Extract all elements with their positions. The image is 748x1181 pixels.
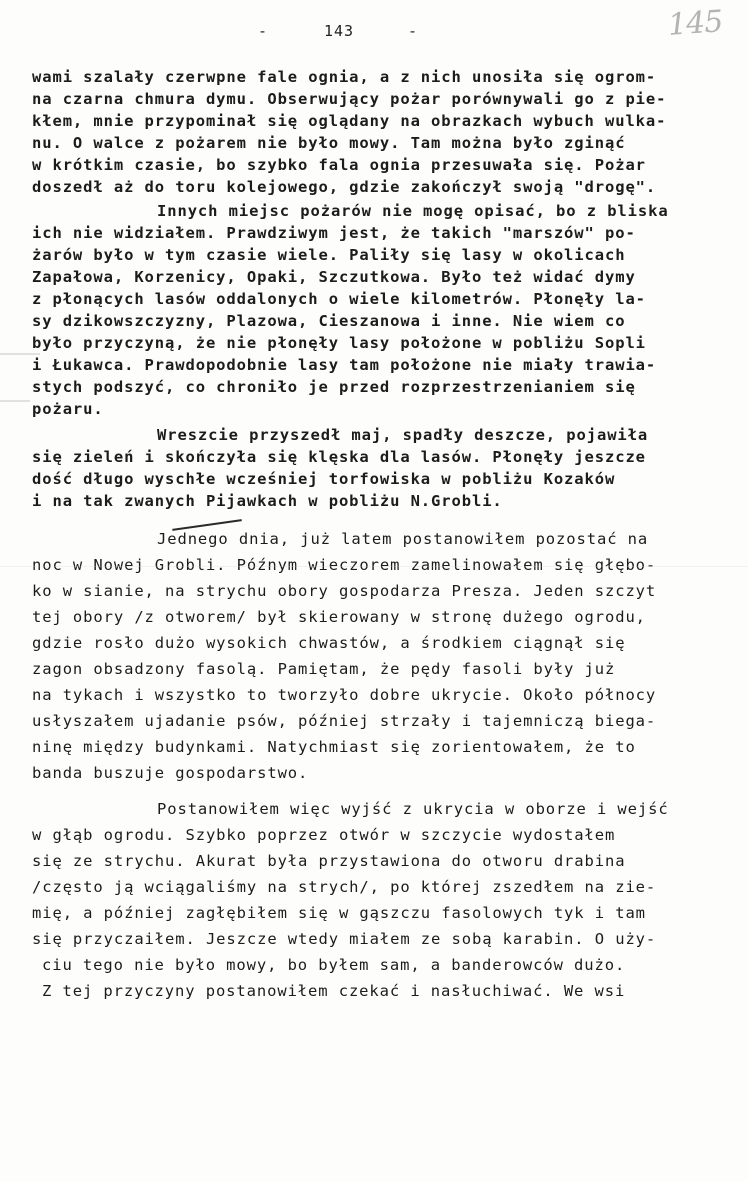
text-line: się zieleń i skończyła się klęska dla lasów. Płonęły jeszcze — [32, 448, 646, 466]
text-line-indented: Postanowiłem więc wyjść z ukrycia w oborze i wejść — [157, 800, 669, 818]
text-line: na tykach i wszystko to tworzyło dobre ukrycie. Około północy — [32, 686, 657, 704]
text-line: i na tak zwanych Pijawkach w pobliżu N.Grobli. — [32, 492, 503, 510]
text-line: żarów było w tym czasie wiele. Paliły się lasy w okolicach — [32, 246, 626, 264]
text-line: pożaru. — [32, 400, 104, 418]
page-header — [258, 22, 428, 48]
text-line: wami szalały czerwpne fale ognia, a z nich unosiła się ogrom- — [32, 68, 657, 86]
text-line: banda buszuje gospodarstwo. — [32, 764, 309, 782]
text-line: z płonących lasów oddalonych o wiele kilometrów. Płonęły la- — [32, 290, 646, 308]
scan-smudge — [0, 566, 748, 567]
text-line-indented: Innych miejsc pożarów nie mogę opisać, bo z bliska — [157, 202, 669, 220]
text-line-indented: Wreszcie przyszedł maj, spadły deszcze, pojawiła — [157, 426, 649, 444]
text-line: ciu tego nie było mowy, bo byłem sam, a banderowców dużo. — [42, 956, 626, 974]
header-dash-left: - — [258, 22, 268, 40]
text-line: w głąb ogrodu. Szybko poprzez otwór w szczycie wydostałem — [32, 826, 616, 844]
text-line: w krótkim czasie, bo szybko fala ognia przesuwała się. Pożar — [32, 156, 646, 174]
text-line: dość długo wyschłe wcześniej torfowiska w pobliżu Kozaków — [32, 470, 616, 488]
text-line: się przyczaiłem. Jeszcze wtedy miałem ze sobą karabin. O uży- — [32, 930, 657, 948]
text-line: nu. O walce z pożarem nie było mowy. Tam można było zginąć — [32, 134, 626, 152]
text-line: /często ją wciągaliśmy na strych/, po której zszedłem na zie- — [32, 878, 657, 896]
handwritten-page-number: 145 — [666, 4, 724, 43]
header-dash-right: - — [408, 22, 418, 40]
text-line: i Łukawca. Prawdopodobnie lasy tam położone nie miały trawia- — [32, 356, 657, 374]
page-number: 143 — [324, 22, 355, 40]
text-line: doszedł aż do toru kolejowego, gdzie zakończył swoją "drogę". — [32, 178, 657, 196]
text-line: noc w Nowej Grobli. Późnym wieczorem zamelinowałem się głębo- — [32, 556, 657, 574]
text-line: gdzie rosło dużo wysokich chwastów, a środkiem ciągnął się — [32, 634, 626, 652]
scan-smudge — [0, 400, 30, 402]
scan-smudge — [0, 353, 40, 355]
text-line: kłem, mnie przypominał się oglądany na obrazkach wybuch wulka- — [32, 112, 667, 130]
text-line: na czarna chmura dymu. Obserwujący pożar porównywali go z pie- — [32, 90, 667, 108]
text-line: się ze strychu. Akurat była przystawiona do otworu drabina — [32, 852, 626, 870]
text-line: Z tej przyczyny postanowiłem czekać i nasłuchiwać. We wsi — [42, 982, 626, 1000]
text-line: ich nie widziałem. Prawdziwym jest, że takich "marszów" po- — [32, 224, 636, 242]
text-line: zagon obsadzony fasolą. Pamiętam, że pędy fasoli były już — [32, 660, 616, 678]
text-line: tej obory /z otworem/ był skierowany w stronę dużego ogrodu, — [32, 608, 646, 626]
text-line: stych podszyć, co chroniło je przed rozprzestrzenianiem się — [32, 378, 636, 396]
text-line: usłyszałem ujadanie psów, później strzały i tajemniczą biega- — [32, 712, 657, 730]
text-line: Zapałowa, Korzenicy, Opaki, Szczutkowa. Było też widać dymy — [32, 268, 636, 286]
text-line: ninę między budynkami. Natychmiast się zorientowałem, że to — [32, 738, 636, 756]
text-line: mię, a później zagłębiłem się w gąszczu fasolowych tyk i tam — [32, 904, 646, 922]
text-line: było przyczyną, że nie płonęły lasy położone w pobliżu Sopli — [32, 334, 646, 352]
text-line: sy dzikowszczyzny, Plazowa, Cieszanowa i inne. Nie wiem co — [32, 312, 626, 330]
text-line: ko w sianie, na strychu obory gospodarza Presza. Jeden szczyt — [32, 582, 657, 600]
text-line-indented: Jednego dnia, już latem postanowiłem pozostać na — [157, 530, 649, 548]
